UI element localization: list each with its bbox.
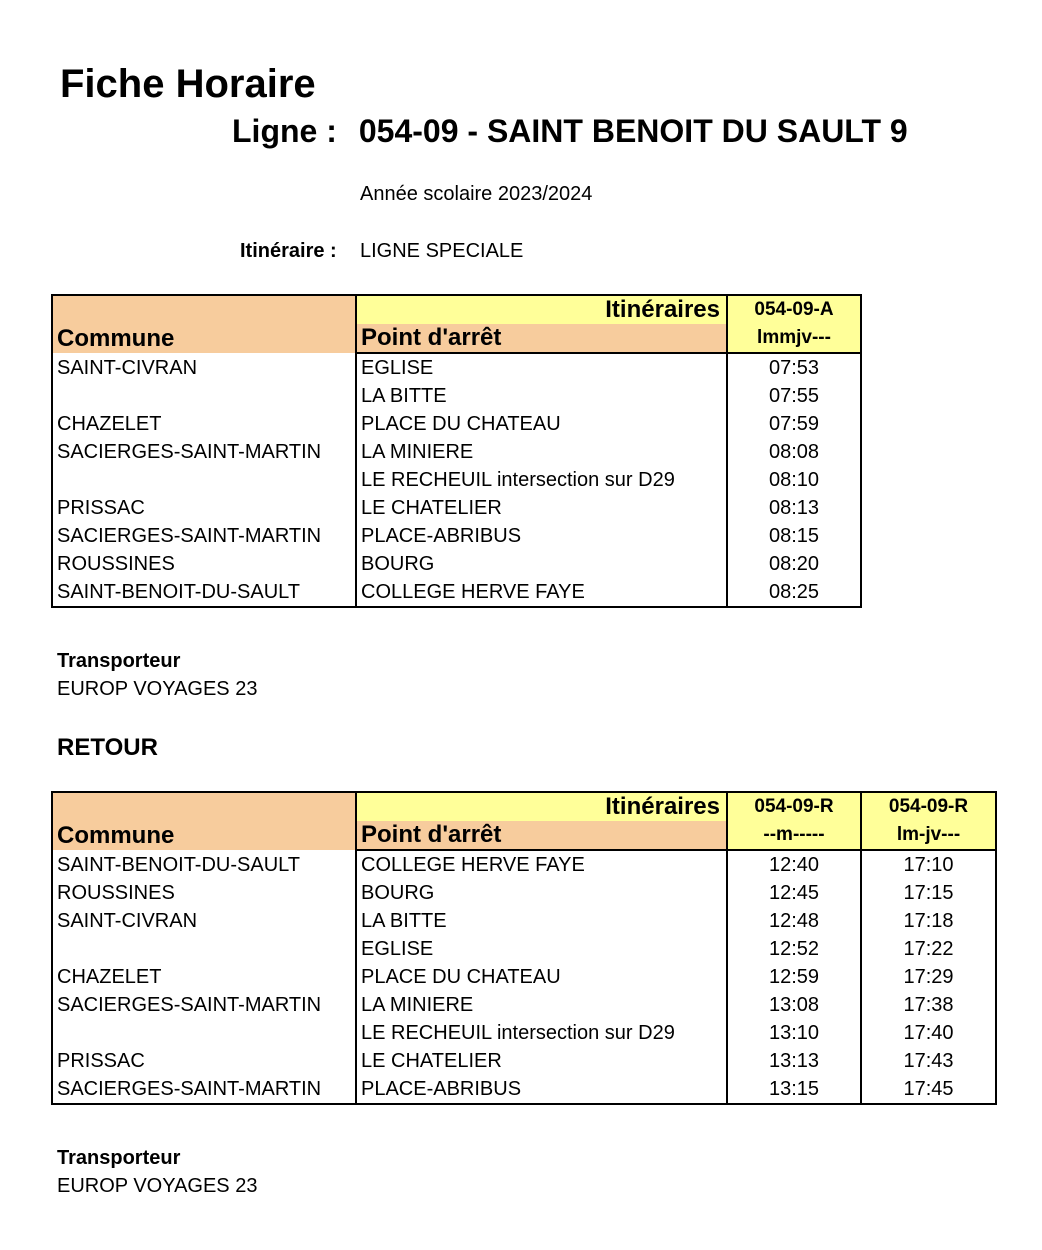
route-days: --m----- bbox=[727, 821, 861, 850]
commune-cell bbox=[52, 466, 356, 494]
transporteur-value: EUROP VOYAGES 23 bbox=[57, 678, 258, 700]
arret-cell: COLLEGE HERVE FAYE bbox=[356, 578, 727, 607]
line-value: 054-09 - SAINT BENOIT DU SAULT 9 bbox=[358, 113, 908, 149]
time-cell: 08:08 bbox=[727, 438, 861, 466]
commune-cell: SACIERGES-SAINT-MARTIN bbox=[52, 991, 356, 1019]
time-cell: 12:52 bbox=[727, 935, 861, 963]
aller-timetable bbox=[51, 294, 862, 608]
arret-cell: EGLISE bbox=[356, 935, 727, 963]
table-row bbox=[52, 466, 861, 494]
commune-header: Commune bbox=[52, 295, 356, 353]
retour-rows bbox=[52, 850, 996, 1104]
arret-cell: BOURG bbox=[356, 879, 727, 907]
table-row bbox=[52, 382, 861, 410]
table-row bbox=[52, 494, 861, 522]
route-days: lmmjv--- bbox=[727, 324, 861, 353]
commune-cell: CHAZELET bbox=[52, 410, 356, 438]
line-label: Ligne : bbox=[232, 113, 337, 149]
commune-header: Commune bbox=[52, 792, 356, 850]
arret-cell: LA MINIERE bbox=[356, 991, 727, 1019]
line-heading bbox=[232, 113, 908, 150]
time-cell: 17:10 bbox=[861, 850, 996, 879]
arret-cell: LA BITTE bbox=[356, 907, 727, 935]
table-row bbox=[52, 935, 996, 963]
table-row bbox=[52, 578, 861, 607]
arret-cell: LE CHATELIER bbox=[356, 494, 727, 522]
arret-header: Point d'arrêt bbox=[356, 821, 727, 850]
table-row bbox=[52, 1019, 996, 1047]
arret-cell: LE RECHEUIL intersection sur D29 bbox=[356, 466, 727, 494]
table-row bbox=[52, 850, 996, 879]
itineraires-header: Itinéraires bbox=[356, 792, 727, 821]
commune-cell: SAINT-BENOIT-DU-SAULT bbox=[52, 578, 356, 607]
route-days: lm-jv--- bbox=[861, 821, 996, 850]
time-cell: 08:13 bbox=[727, 494, 861, 522]
route-code: 054-09-R bbox=[727, 792, 861, 821]
commune-cell: SAINT-CIVRAN bbox=[52, 353, 356, 382]
arret-cell: PLACE DU CHATEAU bbox=[356, 410, 727, 438]
itinerary-label: Itinéraire : bbox=[240, 240, 337, 262]
time-cell: 17:29 bbox=[861, 963, 996, 991]
itinerary-value: LIGNE SPECIALE bbox=[360, 240, 524, 262]
commune-cell: CHAZELET bbox=[52, 963, 356, 991]
commune-cell: SACIERGES-SAINT-MARTIN bbox=[52, 1075, 356, 1104]
commune-cell: PRISSAC bbox=[52, 1047, 356, 1075]
table-row bbox=[52, 353, 861, 382]
table-row bbox=[52, 879, 996, 907]
time-cell: 12:40 bbox=[727, 850, 861, 879]
commune-cell: ROUSSINES bbox=[52, 879, 356, 907]
commune-cell: PRISSAC bbox=[52, 494, 356, 522]
table-row bbox=[52, 438, 861, 466]
arret-cell: PLACE DU CHATEAU bbox=[356, 963, 727, 991]
page-title: Fiche Horaire bbox=[60, 62, 316, 106]
table-row bbox=[52, 550, 861, 578]
arret-cell: LE RECHEUIL intersection sur D29 bbox=[356, 1019, 727, 1047]
time-cell: 12:59 bbox=[727, 963, 861, 991]
time-cell: 17:38 bbox=[861, 991, 996, 1019]
table-row bbox=[52, 963, 996, 991]
time-cell: 13:08 bbox=[727, 991, 861, 1019]
arret-cell: LE CHATELIER bbox=[356, 1047, 727, 1075]
time-cell: 17:15 bbox=[861, 879, 996, 907]
time-cell: 08:10 bbox=[727, 466, 861, 494]
time-cell: 12:45 bbox=[727, 879, 861, 907]
arret-cell: EGLISE bbox=[356, 353, 727, 382]
arret-cell: LA BITTE bbox=[356, 382, 727, 410]
time-cell: 08:15 bbox=[727, 522, 861, 550]
arret-cell: PLACE-ABRIBUS bbox=[356, 1075, 727, 1104]
transporteur-label: Transporteur bbox=[57, 1147, 181, 1169]
time-cell: 12:48 bbox=[727, 907, 861, 935]
time-cell: 13:15 bbox=[727, 1075, 861, 1104]
arret-cell: BOURG bbox=[356, 550, 727, 578]
school-year: Année scolaire 2023/2024 bbox=[360, 183, 593, 205]
retour-heading: RETOUR bbox=[57, 734, 158, 761]
commune-cell: SACIERGES-SAINT-MARTIN bbox=[52, 438, 356, 466]
retour-timetable bbox=[51, 791, 997, 1105]
arret-cell: COLLEGE HERVE FAYE bbox=[356, 850, 727, 879]
arret-cell: LA MINIERE bbox=[356, 438, 727, 466]
table-row bbox=[52, 1075, 996, 1104]
commune-cell: SAINT-BENOIT-DU-SAULT bbox=[52, 850, 356, 879]
commune-cell: SAINT-CIVRAN bbox=[52, 907, 356, 935]
time-cell: 13:13 bbox=[727, 1047, 861, 1075]
table-row bbox=[52, 522, 861, 550]
time-cell: 07:53 bbox=[727, 353, 861, 382]
table-row bbox=[52, 1047, 996, 1075]
arret-cell: PLACE-ABRIBUS bbox=[356, 522, 727, 550]
time-cell: 13:10 bbox=[727, 1019, 861, 1047]
table-row bbox=[52, 991, 996, 1019]
commune-cell: ROUSSINES bbox=[52, 550, 356, 578]
itineraires-header: Itinéraires bbox=[356, 295, 727, 324]
time-cell: 17:18 bbox=[861, 907, 996, 935]
transporteur-value: EUROP VOYAGES 23 bbox=[57, 1175, 258, 1197]
commune-cell bbox=[52, 1019, 356, 1047]
time-cell: 08:20 bbox=[727, 550, 861, 578]
time-cell: 07:59 bbox=[727, 410, 861, 438]
route-code: 054-09-R bbox=[861, 792, 996, 821]
time-cell: 17:45 bbox=[861, 1075, 996, 1104]
table-row bbox=[52, 410, 861, 438]
route-code: 054-09-A bbox=[727, 295, 861, 324]
time-cell: 07:55 bbox=[727, 382, 861, 410]
time-cell: 17:43 bbox=[861, 1047, 996, 1075]
time-cell: 17:22 bbox=[861, 935, 996, 963]
commune-cell bbox=[52, 935, 356, 963]
commune-cell: SACIERGES-SAINT-MARTIN bbox=[52, 522, 356, 550]
transporteur-label: Transporteur bbox=[57, 650, 181, 672]
time-cell: 08:25 bbox=[727, 578, 861, 607]
arret-header: Point d'arrêt bbox=[356, 324, 727, 353]
table-row bbox=[52, 907, 996, 935]
commune-cell bbox=[52, 382, 356, 410]
aller-rows bbox=[52, 353, 861, 607]
time-cell: 17:40 bbox=[861, 1019, 996, 1047]
